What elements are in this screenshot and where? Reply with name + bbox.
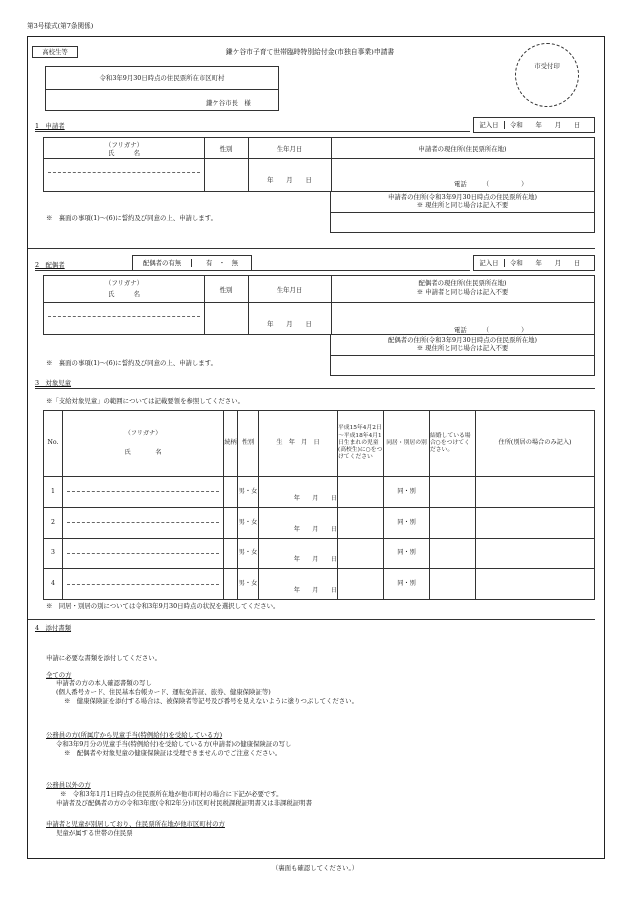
divider	[204, 276, 205, 334]
applicant-same-note: ※ 現住所と同じ場合は記入不要	[416, 201, 509, 209]
spouse-exists-value[interactable]: 有 ・ 無	[206, 259, 238, 267]
col-high-school: 平成15年4月2日～平成18年4月1日生まれの児童(高校生)に○をつけてください	[338, 411, 384, 477]
row-name-cell[interactable]	[63, 538, 224, 569]
divider	[331, 302, 594, 303]
name-entry-line[interactable]	[67, 553, 219, 554]
row-sex[interactable]: 男・女	[238, 538, 259, 569]
applicant-address-0930-label: 申請者の住所(令和3年9月30日時点の住民票所在地)	[387, 193, 538, 201]
children-table	[43, 410, 595, 600]
entry-date-value: 令和 年 月 日	[510, 121, 581, 129]
spouse-exists-label: 配偶者の有無	[133, 259, 192, 267]
row-relation[interactable]	[224, 477, 238, 508]
row-cohab[interactable]: 同・別	[384, 569, 430, 600]
attachments-all-line2: (個人番号カード、住民基本台帳カード、運転免許証、旅券、健康保険証等)	[56, 688, 271, 696]
table-row	[44, 538, 595, 569]
divider	[46, 89, 278, 90]
row-relation[interactable]	[224, 507, 238, 538]
spouse-birth-value[interactable]: 年 月 日	[267, 320, 312, 328]
divider	[35, 270, 470, 271]
spouse-address-0930-box	[330, 334, 595, 376]
divider	[28, 619, 595, 620]
row-married[interactable]	[430, 477, 476, 508]
attachments-all-line3: ※ 健康保険証を添付する場合は、被保険者等記号及び番号を見えないように塗りつぶしてください。	[64, 697, 358, 705]
attachments-separate-line1: 児童が属する世帯の住民票	[56, 829, 133, 837]
row-relation[interactable]	[224, 538, 238, 569]
footer-note: （裏面も確認してください。）	[271, 864, 359, 872]
divider	[331, 158, 594, 159]
divider	[44, 302, 204, 303]
spouse-birth-label: 生年月日	[276, 286, 303, 294]
row-married[interactable]	[430, 538, 476, 569]
spouse-address-0930-label: 配偶者の住所(令和3年9月30日時点の住民票所在地)	[387, 336, 538, 344]
attachments-separate-title: 申請者と児童が別居しており、住民票所在地が他市区町村の方	[46, 820, 225, 828]
spouse-exists-box[interactable]	[132, 255, 252, 271]
name-entry-line[interactable]	[48, 316, 200, 317]
col-furigana: （フリガナ）	[124, 430, 162, 438]
table-row	[44, 477, 595, 508]
entry-date-value: 令和 年 月 日	[510, 259, 581, 267]
row-name-cell[interactable]	[63, 507, 224, 538]
section-spouse-heading: 2 配偶者	[35, 261, 65, 269]
divider	[35, 131, 470, 132]
applicant-name-label: 氏 名	[108, 149, 140, 157]
divider	[331, 212, 594, 213]
section-attachments-heading: 4 添付書類	[35, 624, 72, 632]
name-entry-line[interactable]	[67, 584, 219, 585]
spouse-address-now-label: 配偶者の現住所(住民票所在地)	[418, 279, 507, 287]
col-address: 住所(別居の場合のみ記入)	[476, 411, 595, 477]
children-footnote: ※ 同居・別居の別については令和3年9月30日時点の状況を選択してください。	[46, 602, 280, 610]
badge-high-school: 高校生等	[32, 46, 78, 58]
name-entry-line[interactable]	[67, 522, 219, 523]
entry-date-label: 記入日	[474, 121, 505, 129]
row-married[interactable]	[430, 569, 476, 600]
row-no: 4	[44, 569, 63, 600]
row-high-school[interactable]	[338, 507, 384, 538]
row-birth[interactable]: 年 月 日	[259, 569, 338, 600]
name-entry-line[interactable]	[67, 491, 219, 492]
col-cohabitation: 同居・別居の別	[384, 411, 430, 477]
spouse-sex-label: 性別	[219, 286, 233, 294]
col-sex: 性別	[238, 411, 259, 477]
row-high-school[interactable]	[338, 477, 384, 508]
children-header-row	[44, 411, 595, 477]
row-no: 1	[44, 477, 63, 508]
row-address[interactable]	[476, 507, 595, 538]
applicant-birth-label: 生年月日	[276, 145, 303, 153]
stamp-label: 市受付印	[534, 62, 560, 70]
attachments-intro: 申請に必要な書類を添付してください。	[46, 654, 162, 662]
name-entry-line[interactable]	[48, 172, 200, 173]
row-relation[interactable]	[224, 569, 238, 600]
spouse-furigana-label: （フリガナ）	[104, 279, 144, 287]
row-high-school[interactable]	[338, 569, 384, 600]
col-married: 結婚している場合○をつけてください。	[430, 411, 476, 477]
row-name-cell[interactable]	[63, 569, 224, 600]
divider	[204, 158, 331, 159]
row-cohab[interactable]: 同・別	[384, 538, 430, 569]
row-birth[interactable]: 年 月 日	[259, 538, 338, 569]
form-number: 第3号様式(第7条関係)	[27, 22, 94, 30]
attachments-public-line2: ※ 配偶者や対象児童の健康保険証は受理できませんのでご注意ください。	[64, 749, 282, 757]
row-address[interactable]	[476, 569, 595, 600]
applicant-birth-value[interactable]: 年 月 日	[267, 176, 312, 184]
attachments-public-title: 公務員の方(所属庁から児童手当(特例給付)を受給している方)	[46, 731, 223, 739]
table-row	[44, 569, 595, 600]
applicant-table	[43, 137, 595, 192]
entry-date-applicant[interactable]	[473, 117, 595, 133]
page-title: 鎌ケ谷市子育て世帯臨時特別給付金(市独自事業)申請書	[225, 48, 395, 56]
applicant-address-0930-box	[330, 191, 595, 233]
spouse-phone[interactable]: 電話 （ ）	[454, 326, 528, 334]
children-note: ※「支給対象児童」の範囲については記載要領を参照してください。	[46, 397, 244, 405]
applicant-sex-label: 性別	[219, 145, 233, 153]
col-no: No.	[44, 411, 63, 477]
row-high-school[interactable]	[338, 538, 384, 569]
col-birth: 生 年 月 日	[259, 411, 338, 477]
row-address[interactable]	[476, 538, 595, 569]
attachments-all-title: 全ての方	[46, 671, 72, 679]
spouse-same-note: ※ 現住所と同じ場合は記入不要	[416, 344, 509, 352]
section-children-heading: 3 対象児童	[35, 379, 72, 387]
row-no: 3	[44, 538, 63, 569]
addressee-line1: 令和3年9月30日時点の住民票所在市区町村	[99, 74, 225, 82]
attachments-nonpublic-line1: ※ 令和3年1月1日時点の住民票所在地が他市町村の場合に下記が必要です。	[60, 790, 283, 798]
applicant-phone[interactable]: 電話 （ ）	[454, 180, 528, 188]
addressee-line2: 鎌ケ谷市長 様	[206, 99, 251, 107]
spouse-table	[43, 275, 595, 335]
row-cohab[interactable]: 同・別	[384, 507, 430, 538]
divider	[35, 388, 595, 389]
attachments-public-line1: 令和3年9月分の児童手当(特例給付)を受給している方(申請者)の健康保険証の写し	[56, 740, 292, 748]
row-sex[interactable]: 男・女	[238, 477, 259, 508]
row-no: 2	[44, 507, 63, 538]
spouse-same-as-applicant: ※ 申請者と同じ場合は記入不要	[416, 288, 509, 296]
applicant-oath: ※ 裏面の事項(1)～(6)に誓約及び同意の上、申請します。	[46, 214, 217, 222]
col-name	[63, 411, 224, 477]
divider	[28, 248, 595, 249]
spacer	[63, 439, 223, 449]
addressee-box	[45, 66, 279, 111]
spouse-oath: ※ 裏面の事項(1)～(6)に誓約及び同意の上、申請します。	[46, 359, 217, 367]
row-birth[interactable]: 年 月 日	[259, 507, 338, 538]
table-row	[44, 507, 595, 538]
row-sex[interactable]: 男・女	[238, 507, 259, 538]
section-applicant-heading: 1 申請者	[35, 122, 65, 130]
col-relation: 続柄	[224, 411, 238, 477]
row-cohab[interactable]: 同・別	[384, 477, 430, 508]
reception-stamp	[515, 43, 579, 107]
divider	[44, 158, 204, 159]
spouse-name-label: 氏 名	[108, 290, 140, 298]
attachments-nonpublic-title: 公務員以外の方	[46, 781, 91, 789]
attachments-all-line1: 申請者の方の本人確認書類の写し	[56, 679, 152, 687]
col-name-label: 氏 名	[124, 448, 162, 456]
applicant-furigana-label: （フリガナ）	[104, 141, 144, 149]
entry-date-label: 記入日	[474, 259, 505, 267]
row-married[interactable]	[430, 507, 476, 538]
row-name-cell[interactable]	[63, 477, 224, 508]
divider	[331, 355, 594, 356]
divider	[204, 302, 331, 303]
row-birth[interactable]: 年 月 日	[259, 477, 338, 508]
applicant-address-now-label: 申請者の現住所(住民票所在地)	[418, 145, 507, 153]
row-address[interactable]	[476, 477, 595, 508]
attachments-nonpublic-line2: 申請者及び配偶者の方の令和3年度(令和2年分)市区町村民税課税証明書又は非課税証明書	[56, 799, 312, 807]
row-sex[interactable]: 男・女	[238, 569, 259, 600]
entry-date-spouse[interactable]	[473, 255, 595, 271]
